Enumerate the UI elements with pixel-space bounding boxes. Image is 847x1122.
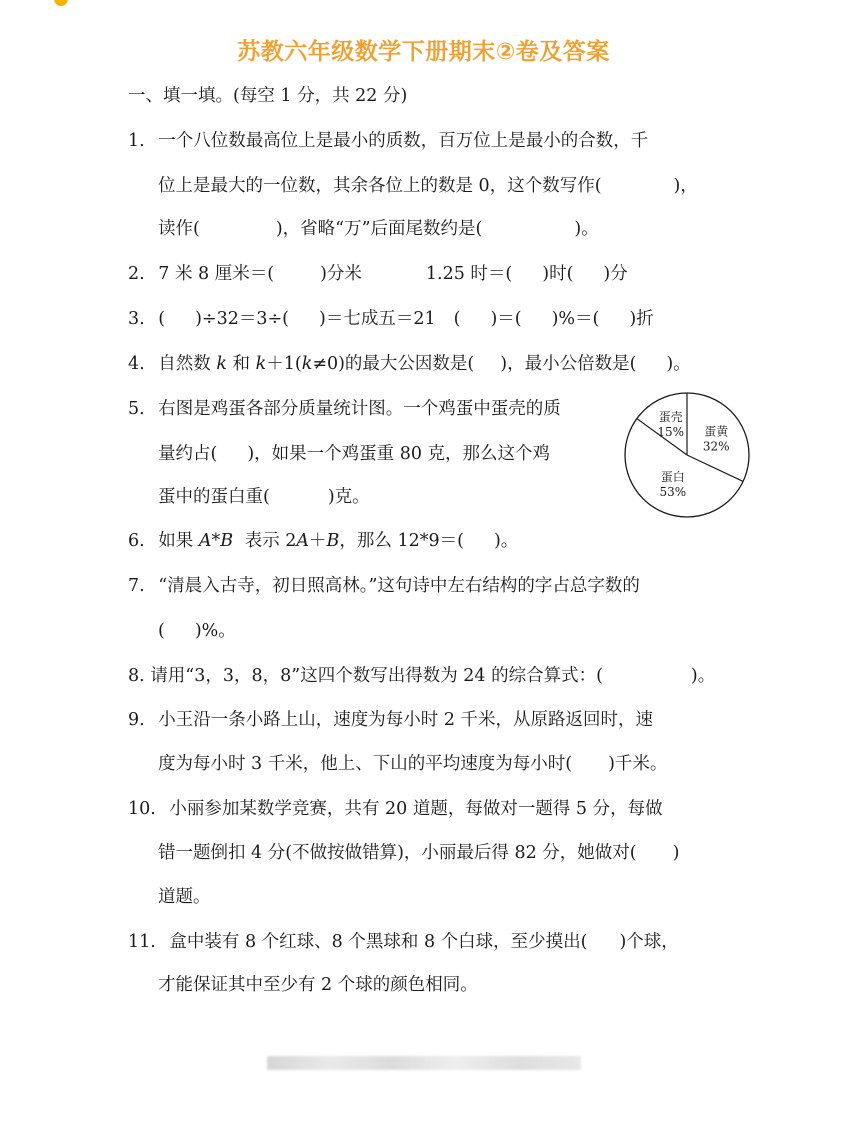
- question-number: 5.: [128, 399, 145, 419]
- question-text: )分米: [320, 264, 362, 284]
- question-5-line-2: [158, 440, 550, 465]
- question-9-line-2: [158, 750, 667, 775]
- question-text: (: [453, 309, 461, 329]
- question-number: 3.: [128, 309, 145, 329]
- question-text: )。: [690, 666, 716, 686]
- question-text: )＝七成五＝21: [319, 309, 436, 329]
- variable-a: A: [198, 531, 212, 551]
- question-number: 2.: [128, 264, 145, 284]
- question-text: 和: [232, 354, 251, 374]
- question-11-line-2: [158, 971, 478, 996]
- question-text: 错一题倒扣 4 分(不做按做错算)，小丽最后得 82 分，她做对(: [158, 843, 637, 863]
- question-text: )，省略“万”后面尾数约是(: [275, 219, 483, 239]
- question-text: )。: [666, 354, 691, 374]
- question-10-line-2: [158, 839, 679, 864]
- question-10-line-3: [158, 883, 211, 908]
- question-1-line-1: [128, 127, 648, 152]
- question-text: 1.25 时＝(: [425, 264, 513, 284]
- question-text: 8. 请用“3，3，8，8”这四个数写出得数为 24 的综合算式：(: [128, 666, 603, 686]
- question-text: )%。: [194, 621, 236, 641]
- question-text: ，那么 12*9＝(: [339, 531, 464, 551]
- question-1-line-2: [158, 172, 698, 197]
- question-text: (: [158, 621, 165, 641]
- question-text: 度为每小时 3 千米，他上、下山的平均速度为每小时(: [158, 754, 573, 774]
- question-text: )个球，: [619, 932, 679, 952]
- question-text: (: [158, 309, 166, 329]
- question-text: 7 米 8 厘米＝(: [158, 264, 275, 284]
- question-text: 如果: [158, 531, 194, 551]
- question-text: )克。: [327, 487, 370, 507]
- question-text: 小王沿一条小路上山，速度为每小时 2 千米，从原路返回时，速: [158, 710, 654, 730]
- question-text: )时(: [542, 264, 574, 284]
- question-text: )÷32＝3÷(: [195, 309, 289, 329]
- question-text: “清晨入古寺，初日照高林。”这句诗中左右结构的字占总字数的: [158, 576, 640, 596]
- question-text: )%＝(: [551, 309, 600, 329]
- question-number: 4.: [128, 354, 145, 374]
- question-text: 读作(: [158, 219, 200, 239]
- question-text: ＋1(: [266, 354, 302, 374]
- question-4: [128, 350, 691, 375]
- question-number: 7.: [128, 576, 145, 596]
- question-text: ＋: [309, 531, 327, 551]
- question-number: 11.: [128, 932, 156, 952]
- question-10-line-1: [128, 795, 663, 820]
- question-text: 小丽参加某数学竞赛，共有 20 道题，每做对一题得 5 分，每做: [169, 799, 663, 819]
- question-text: 盒中装有 8 个红球、8 个黑球和 8 个白球，至少摸出(: [169, 932, 588, 952]
- pie-slice-value-label: 15%: [657, 424, 685, 439]
- question-number: 1.: [128, 131, 145, 151]
- corner-dot-icon: [54, 0, 68, 6]
- question-text: )，如果一个鸡蛋重 80 克，那么这个鸡: [247, 444, 551, 464]
- egg-composition-pie-chart: [621, 389, 753, 521]
- question-text: 右图是鸡蛋各部分质量统计图。一个鸡蛋中蛋壳的质: [158, 399, 561, 419]
- question-6: [128, 527, 518, 552]
- operator-star: *: [211, 531, 221, 551]
- question-text: ≠0)的最大公因数是(: [312, 354, 475, 374]
- question-text: )分: [603, 264, 628, 284]
- variable-k: k: [255, 354, 267, 374]
- question-3: [128, 305, 654, 330]
- question-text: )＝(: [490, 309, 522, 329]
- question-text: 表示 2: [244, 531, 297, 551]
- section-heading: 一、填一填。(每空 1 分，共 22 分): [128, 86, 408, 106]
- pie-slice-label: 蛋壳: [658, 409, 683, 424]
- question-2: [128, 260, 628, 285]
- question-text: 一个八位数最高位上是最小的质数，百万位上是最小的合数，千: [158, 131, 649, 151]
- question-5-line-3: [158, 483, 370, 508]
- question-1-line-3: [158, 215, 599, 240]
- question-8: [128, 662, 715, 687]
- question-11-line-1: [128, 928, 679, 953]
- question-text: )。: [493, 531, 519, 551]
- variable-a: A: [296, 531, 310, 551]
- question-text: ): [672, 843, 680, 863]
- variable-k: k: [301, 354, 313, 374]
- question-text: 量约占(: [158, 444, 218, 464]
- blurred-footer-text: [267, 1056, 581, 1070]
- question-text: )，最小公倍数是(: [500, 354, 637, 374]
- pie-slice-value-label: 32%: [702, 439, 730, 454]
- question-number: 10.: [128, 799, 156, 819]
- question-7-line-2: [158, 617, 236, 642]
- question-text: )。: [574, 219, 599, 239]
- question-text: 自然数: [158, 354, 211, 374]
- question-9-line-1: [128, 706, 653, 731]
- variable-b: B: [220, 531, 234, 551]
- pie-slice-value-label: 53%: [659, 485, 687, 500]
- question-number: 9.: [128, 710, 145, 730]
- question-7-line-1: [128, 572, 640, 597]
- question-5-line-1: [128, 395, 561, 420]
- question-text: 蛋中的蛋白重(: [158, 487, 270, 507]
- question-text: )折: [629, 309, 654, 329]
- variable-b: B: [326, 531, 340, 551]
- question-text: 才能保证其中至少有 2 个球的颜色相同。: [158, 975, 478, 995]
- question-text: )，: [673, 176, 698, 196]
- question-text: 道题。: [158, 887, 211, 907]
- pie-slice-label: 蛋黄: [704, 424, 729, 439]
- question-number: 6.: [128, 531, 145, 551]
- question-text: )千米。: [608, 754, 668, 774]
- question-text: 位上是最大的一位数，其余各位上的数是 0，这个数写作(: [158, 176, 602, 196]
- page-title: 苏教六年级数学下册期末②卷及答案: [237, 39, 610, 65]
- variable-k: k: [216, 354, 227, 374]
- pie-slice-label: 蛋白: [660, 470, 685, 485]
